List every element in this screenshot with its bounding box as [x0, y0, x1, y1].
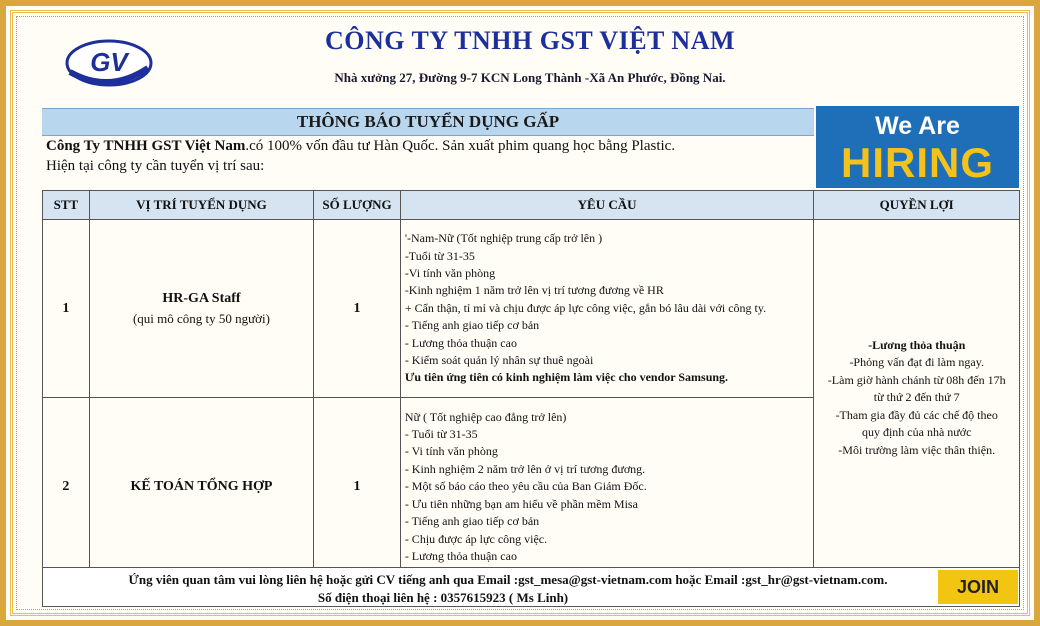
contact-email-line: Ứng viên quan tâm vui lòng liên hệ hoặc gửi CV tiếng anh qua Email :gst_mesa@gst-vietnam.com hoặc Email :gst_hr@gst-vietnam.com. [128, 572, 888, 587]
table-row [43, 220, 1020, 398]
requirement-item: - Chịu được áp lực công việc. [404, 531, 548, 546]
requirement-item: - Tiếng anh giao tiếp cơ bản [404, 514, 540, 529]
row-quantity: 1 [314, 398, 401, 577]
requirement-item: Nữ ( Tốt nghiệp cao đẳng trở lên) [404, 409, 567, 424]
hiring-line1: We Are [875, 112, 960, 140]
requirement-item: -Tuổi từ 31-35 [404, 248, 475, 263]
row-position [89, 220, 313, 398]
requirement-item: '-Nam-Nữ (Tốt nghiệp trung cấp trở lên ) [404, 231, 603, 246]
intro-rest: .có 100% vốn đầu tư Hàn Quốc. Sản xuất phim quang học bằng Plastic. [245, 138, 676, 154]
header-benefits: QUYỀN LỢI [814, 191, 1020, 220]
requirement-highlight: Ưu tiên ứng tiên có kinh nghiệm làm việc cho vendor Samsung. [404, 370, 729, 385]
row-stt: 2 [43, 398, 90, 577]
join-button[interactable]: JOIN [938, 570, 1018, 604]
benefit-item: -Phỏng vấn đạt đi làm ngay. [849, 355, 984, 370]
header-stt: STT [43, 191, 90, 220]
requirement-item: - Tiếng anh giao tiếp cơ bản [404, 318, 540, 333]
intro-company: Công Ty TNHH GST Việt Nam [46, 138, 246, 154]
requirement-item: - Kinh nghiệm 2 năm trở lên ở vị trí tương đương. [404, 461, 646, 476]
benefit-item: quy định của nhà nước [861, 425, 972, 440]
logo-text: GV [90, 47, 128, 77]
row-quantity: 1 [314, 220, 401, 398]
requirement-item: - Ưu tiên những bạn am hiểu về phần mềm Misa [404, 496, 638, 511]
job-table [42, 190, 1020, 577]
header-requirements: YÊU CẦU [400, 191, 814, 220]
notice-title: THÔNG BÁO TUYỂN DỤNG GẤP [296, 112, 560, 131]
benefit-item: -Làm giờ hành chánh từ 08h đến 17h [827, 372, 1006, 387]
contact-phone-line: Số điện thoại liên hệ : 0357615923 ( Ms Linh) [317, 590, 569, 605]
requirement-item: - Lương thỏa thuận cao [404, 335, 517, 350]
requirement-item: -Vi tính văn phòng [404, 265, 496, 280]
contact-footer [42, 567, 1020, 607]
we-are-hiring-badge [816, 106, 1019, 188]
benefit-item: -Môi trường làm việc thân thiện. [838, 442, 996, 457]
row-stt: 1 [43, 220, 90, 398]
row-requirements [400, 398, 814, 577]
requirement-item: - Tuổi từ 31-35 [404, 427, 478, 442]
requirement-item: - Lương thỏa thuận cao [404, 548, 517, 563]
position-note: (qui mô công ty 50 người) [132, 310, 270, 326]
requirement-item: -Kinh nghiệm 1 năm trở lên vị trí tương đương về HR [404, 283, 664, 298]
benefit-item: từ thứ 2 đến thứ 7 [873, 390, 960, 405]
company-address: Nhà xưởng 27, Đường 9-7 KCN Long Thành -Xã An Phước, Đồng Nai. [334, 70, 726, 85]
table-header-row [43, 191, 1020, 220]
position-title: HR-GA Staff [162, 290, 241, 306]
company-name: CÔNG TY TNHH GST VIỆT NAM [324, 26, 736, 55]
requirement-item: + Cẩn thận, tỉ mỉ và chịu được áp lực công việc, gắn bó lâu dài với công ty. [404, 300, 767, 315]
requirement-item: - Một số báo cáo theo yêu cầu của Ban Giám Đốc. [404, 479, 647, 494]
intro-line-1 [46, 138, 675, 155]
requirement-item: - Kiểm soát quản lý nhân sự thuê ngoài [404, 353, 594, 368]
header-quantity: SỐ LƯỢNG [314, 191, 401, 220]
intro-line-2: Hiện tại công ty cần tuyển vị trí sau: [46, 158, 265, 174]
benefit-item: -Lương thỏa thuận [868, 337, 966, 352]
hiring-line2: HIRING [841, 139, 994, 186]
benefits-cell [814, 220, 1020, 577]
requirement-item: - Vi tính văn phòng [404, 444, 498, 459]
row-position: KẾ TOÁN TỔNG HỢP [89, 398, 313, 577]
header-position: VỊ TRÍ TUYỂN DỤNG [89, 191, 313, 220]
notice-bar [42, 108, 814, 136]
gv-logo-icon [64, 38, 154, 88]
row-requirements [400, 220, 814, 398]
benefit-item: -Tham gia đầy đủ các chế độ theo [835, 407, 998, 422]
